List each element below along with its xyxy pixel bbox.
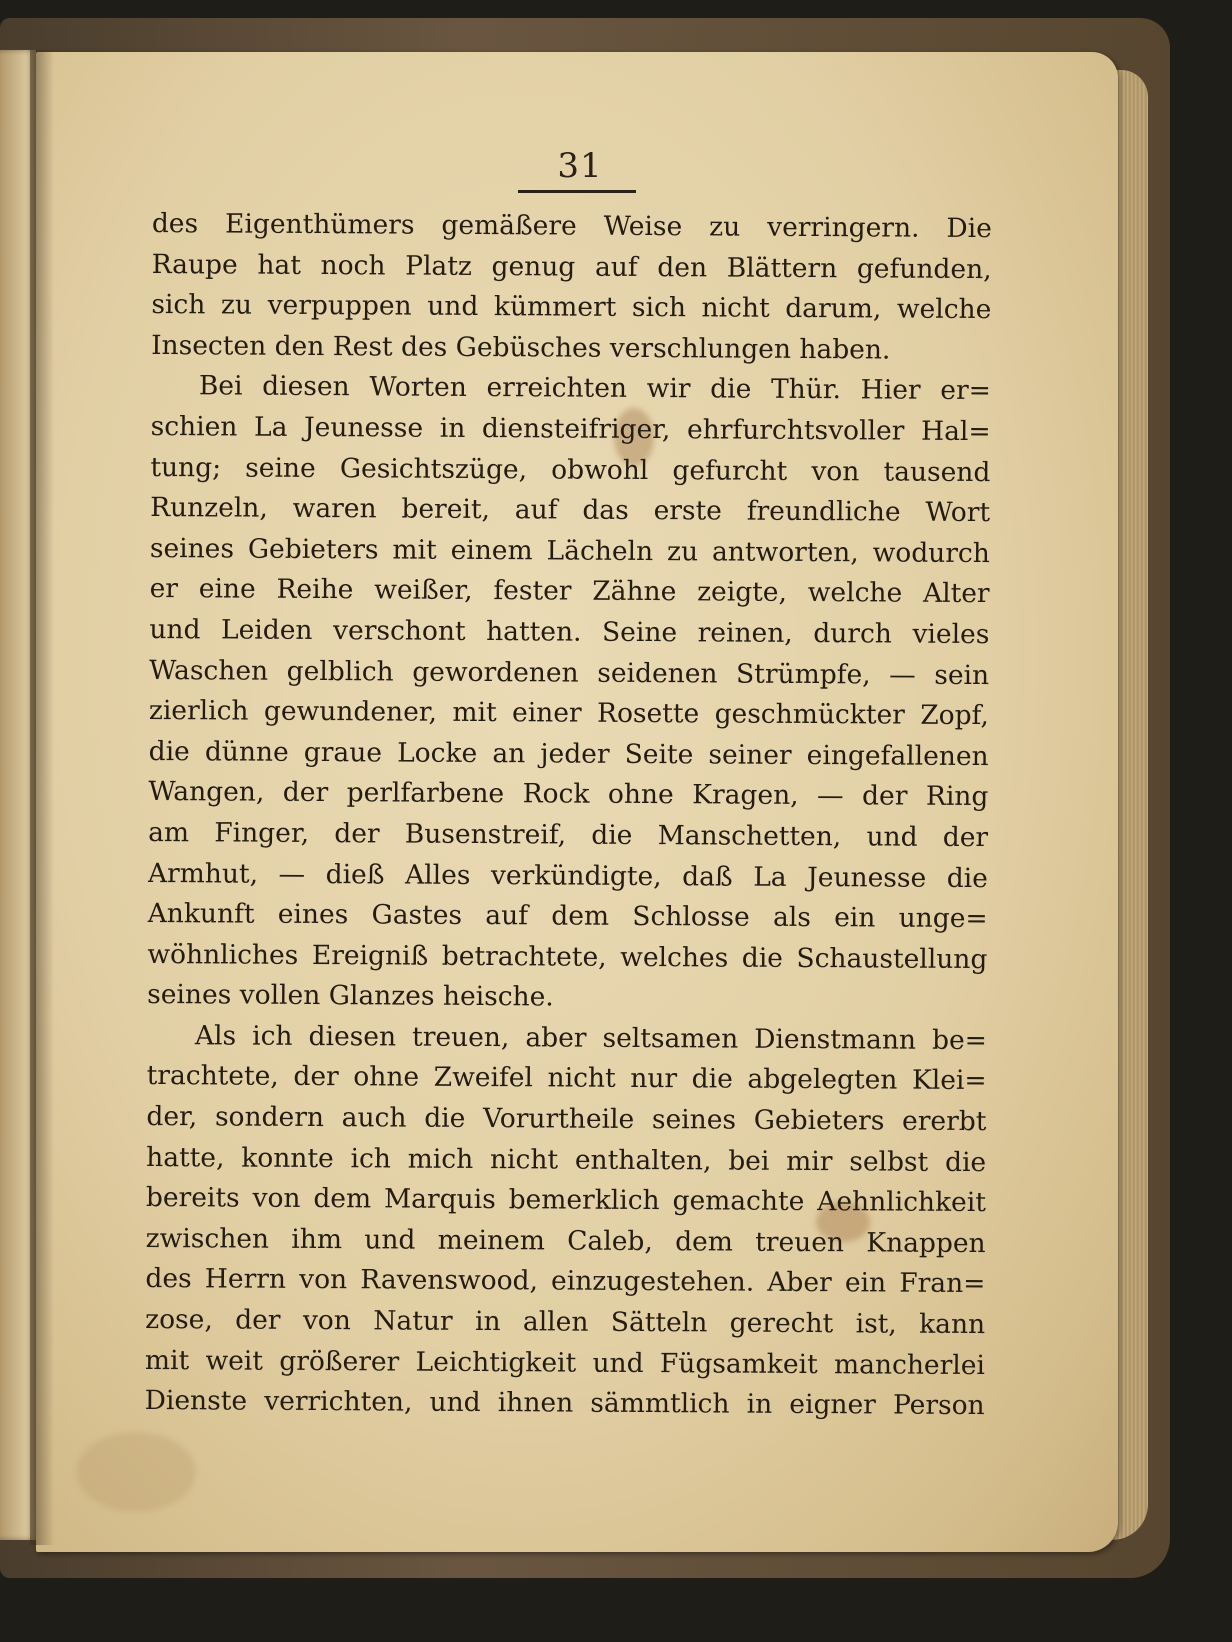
text-line: Insecten den Rest des Gebüsches verschlungen haben. bbox=[151, 329, 891, 366]
text-line: trachtete, der ohne Zweifel nicht nur die abgelegten Klei= bbox=[146, 1060, 987, 1097]
page-number-rule bbox=[518, 190, 636, 193]
text-line: zierlich gewundener, mit einer Rosette geschmückter Zopf, bbox=[148, 695, 989, 732]
text-line: Als ich diesen treuen, aber seltsamen Dienstmann be= bbox=[194, 1020, 988, 1056]
text-line: der, sondern auch die Vorurtheile seines Gebieters ererbt bbox=[146, 1101, 987, 1138]
text-line: Runzeln, waren bereit, auf das erste freundliche Wort bbox=[150, 492, 991, 529]
text-line: bereits von dem Marquis bemerklich gemachte Aehnlichkeit bbox=[145, 1182, 987, 1219]
text-line: des Eigenthümers gemäßere Weise zu verringern. Die bbox=[151, 207, 992, 245]
text-line: Waschen gelblich gewordenen seidenen Strümpfe, — sein bbox=[149, 654, 990, 691]
text-line: hatte, konnte ich mich nicht enthalten, bei mir selbst die bbox=[146, 1141, 987, 1178]
text-line: er eine Reihe weißer, fester Zähne zeigte, welche Alter bbox=[149, 573, 990, 610]
text-line: am Finger, der Busenstreif, die Manschetten, und der bbox=[148, 816, 989, 854]
text-line: Bei diesen Worten erreichten wir die Thür. Hier er= bbox=[198, 370, 991, 407]
text-line: Wangen, der perlfarbene Rock ohne Kragen, — der Ring bbox=[148, 776, 989, 813]
text-line: sich zu verpuppen und kümmert sich nicht darum, welche bbox=[151, 289, 992, 326]
text-line: zose, der von Natur in allen Sätteln gerecht ist, kann bbox=[145, 1304, 986, 1341]
text-line: die dünne graue Locke an jeder Seite seiner eingefallenen bbox=[148, 735, 989, 772]
text-line: und Leiden verschont hatten. Seine reinen, durch vieles bbox=[149, 613, 990, 651]
gutter-shadow bbox=[30, 50, 54, 1545]
body-text bbox=[145, 204, 992, 1427]
text-line: mit weit größerer Leichtigkeit und Fügsamkeit mancherlei bbox=[144, 1344, 986, 1381]
text-line: Raupe hat noch Platz genug auf den Blättern gefunden, bbox=[151, 248, 992, 285]
text-line: schien La Jeunesse in diensteifriger, ehrfurchtsvoller Hal= bbox=[150, 410, 991, 448]
text-line: seines Gebieters mit einem Lächeln zu antworten, wodurch bbox=[149, 532, 990, 569]
text-line: seines vollen Glanzes heische. bbox=[147, 979, 554, 1013]
text-line: Dienste verrichten, und ihnen sämmtlich in eigner Person bbox=[144, 1385, 985, 1422]
text-line: zwischen ihm und meinem Caleb, dem treuen Knappen bbox=[145, 1222, 986, 1259]
text-line: des Herrn von Ravenswood, einzugestehen. Aber ein Fran= bbox=[145, 1263, 986, 1300]
text-line: Armhut, — dieß Alles verkündigte, daß La Jeunesse die bbox=[147, 857, 988, 894]
page-number: 31 bbox=[557, 146, 603, 186]
text-line: tung; seine Gesichtszüge, obwohl gefurcht von tausend bbox=[150, 451, 991, 488]
text-line: wöhnliches Ereigniß betrachtete, welches die Schaustellung bbox=[147, 938, 988, 975]
text-line: Ankunft eines Gastes auf dem Schlosse als ein unge= bbox=[147, 898, 988, 935]
paper-stain bbox=[76, 1432, 196, 1512]
